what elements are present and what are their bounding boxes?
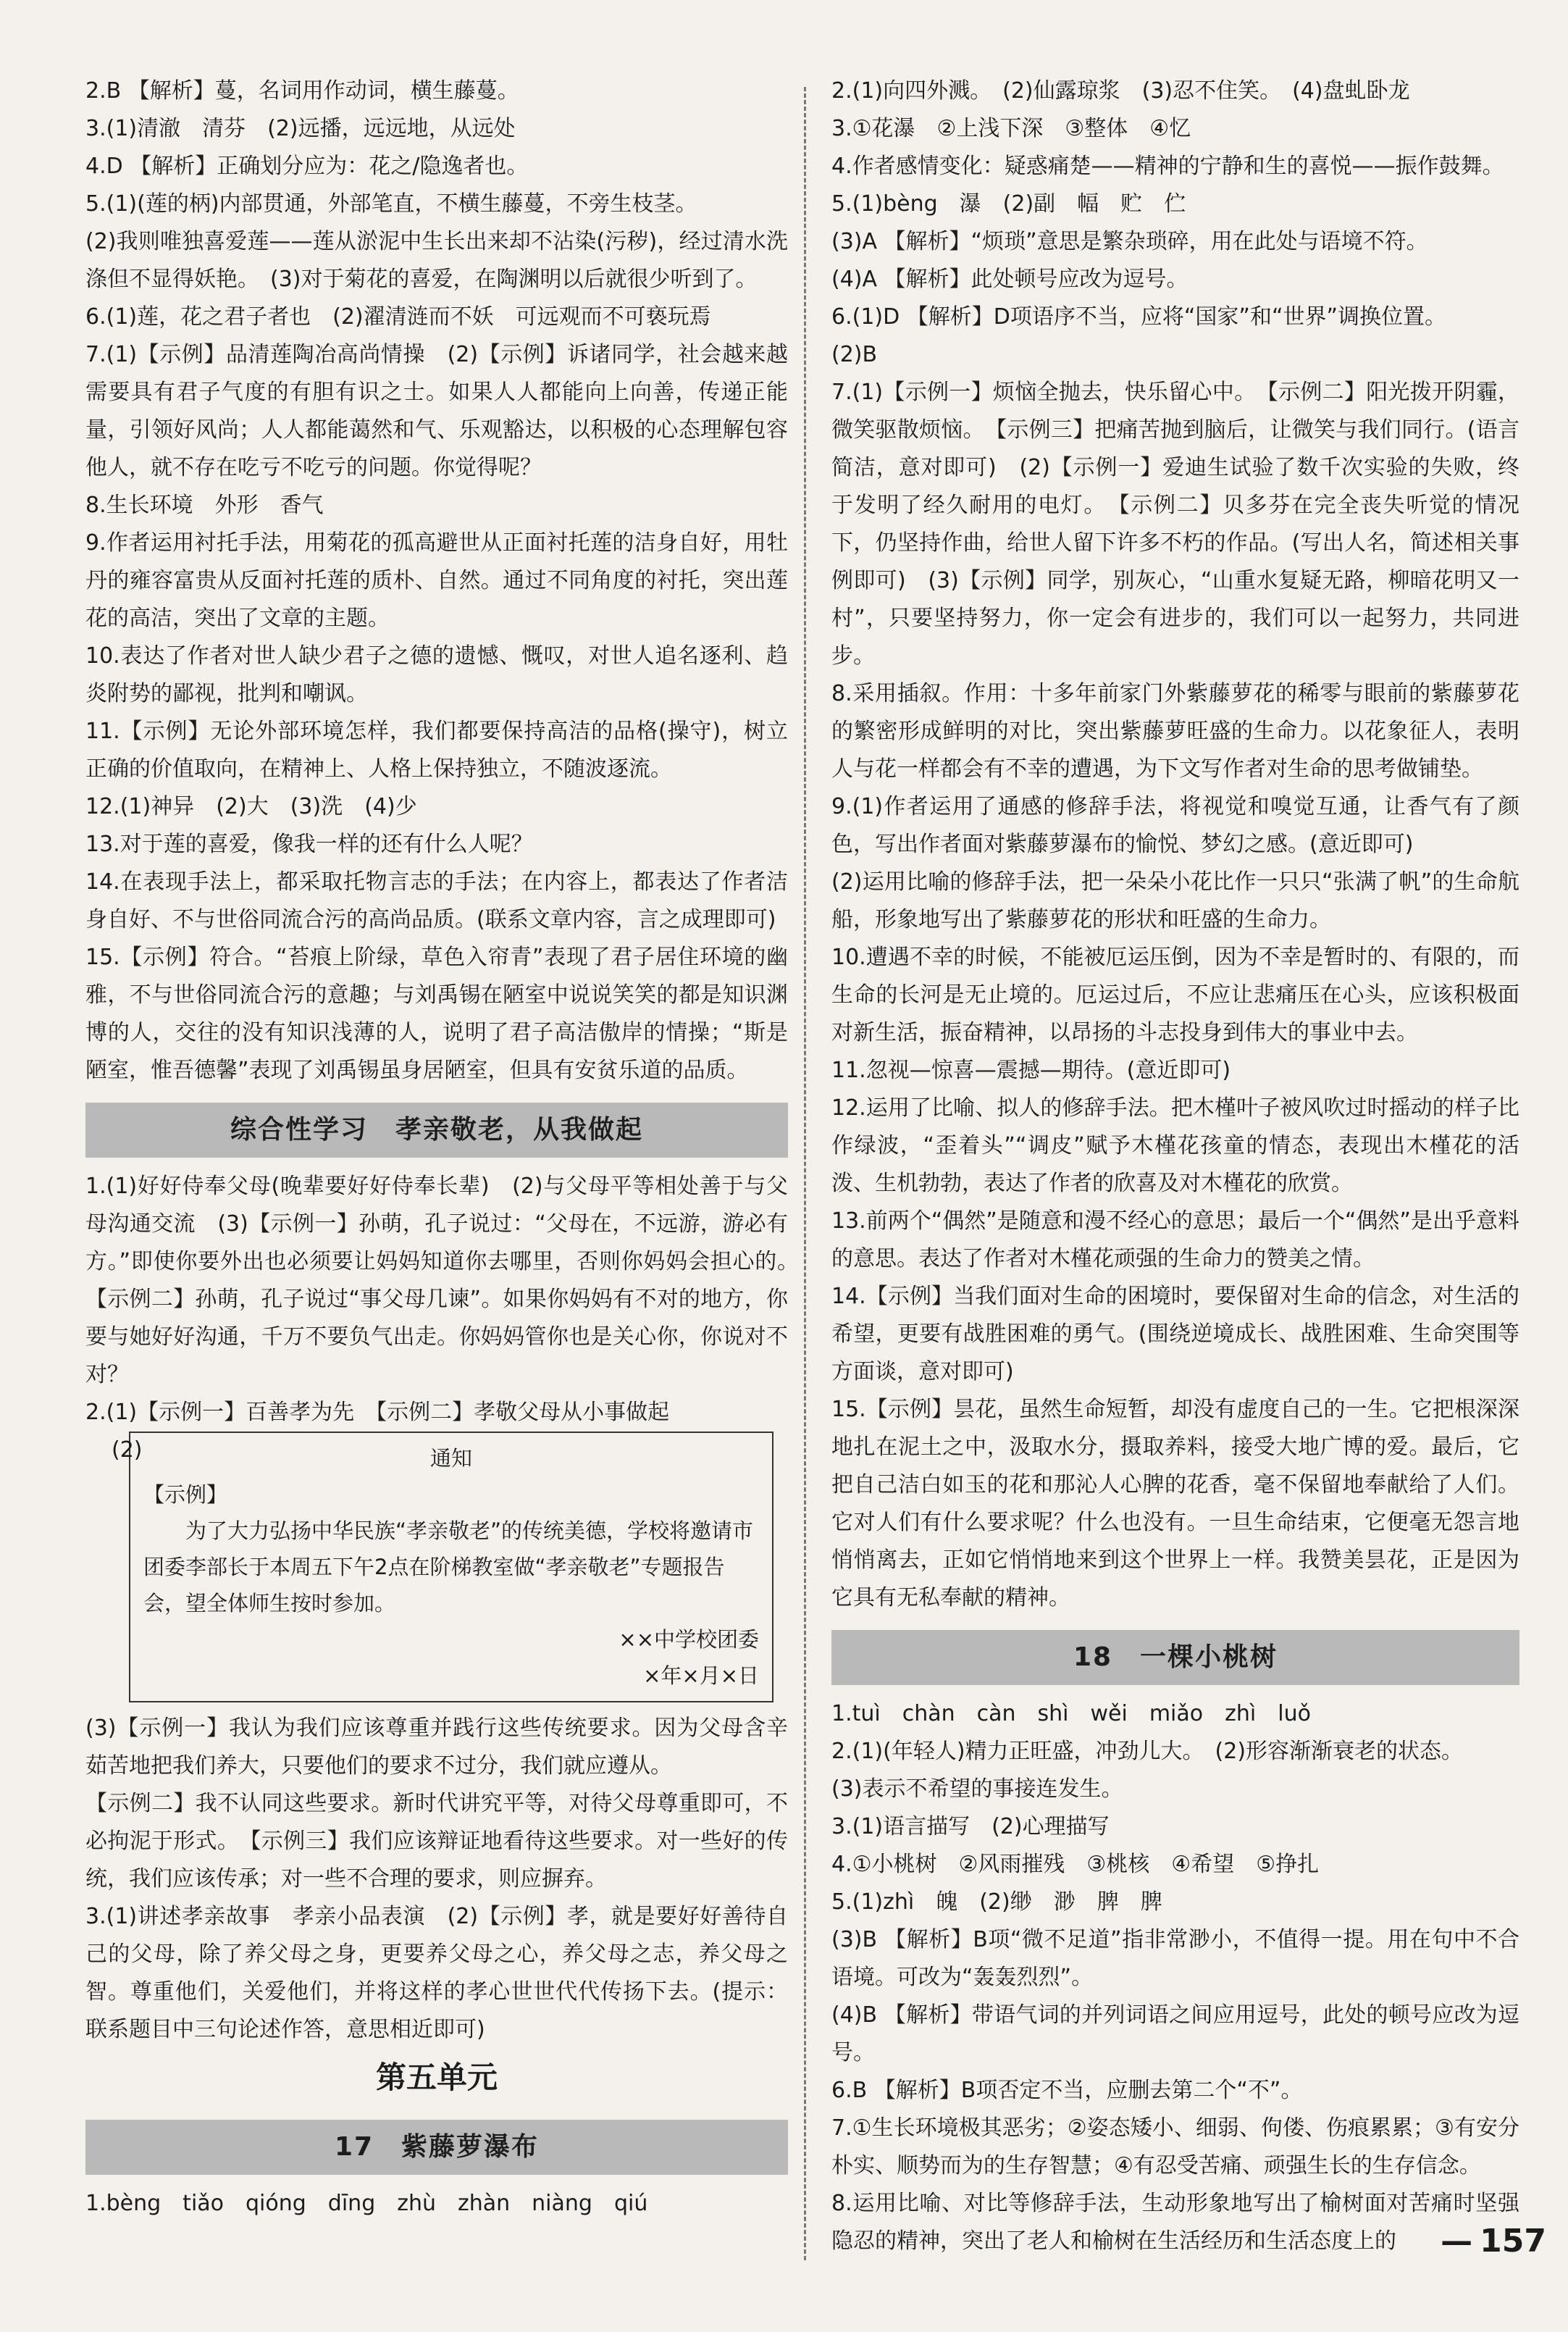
answer-item: 9.(1)作者运用了通感的修辞手法，将视觉和嗅觉互通，让香气有了颜色，写出作者面对紫藤萝瀑布的愉悦、梦幻之感。(意近即可)	[831, 794, 1519, 857]
answer-item: (4)A 【解析】此处顿号应改为逗号。	[831, 267, 1188, 292]
answer-item: 4.作者感情变化：疑惑痛楚——精神的宁静和生的喜悦——振作鼓舞。	[831, 154, 1504, 179]
answer-item: 7.(1)【示例】品清莲陶冶高尚情操 (2)【示例】诉诸同学，社会越来越需要具有君子气度的有胆有识之士。如果人人都能向上向善，传递正能量，引领好风尚；人人都能蔼然和气、乐观豁达，以积极的心态理解包容他人，就不存在吃亏不吃亏的问题。你觉得呢？	[85, 342, 788, 480]
answer-item: 6.(1)莲，花之君子者也 (2)濯清涟而不妖 可远观而不可亵玩焉	[85, 304, 711, 330]
notice-box	[129, 1432, 773, 1702]
column-divider	[804, 87, 806, 2260]
answer-item: 14.【示例】当我们面对生命的困境时，要保留对生命的信念，对生活的希望，更要有战胜困难的勇气。(围绕逆境成长、战胜困难、生命突围等方面谈，意对即可)	[831, 1284, 1520, 1384]
left-answers-part4	[85, 2185, 788, 2223]
answer-item: 10.表达了作者对世人缺少君子之德的遗憾、慨叹，对世人追名逐利、趋炎附势的鄙视，批判和嘲讽。	[85, 643, 788, 706]
left-column	[85, 72, 810, 2223]
answer-item: 【示例二】我不认同这些要求。新时代讲究平等，对待父母尊重即可，不必拘泥于形式。 【示例三】我们应该辩证地看待这些要求。对一些好的传统，我们应该传承；对一些不合理的要求，则应摒弃。	[85, 1791, 788, 1892]
answer-item: (3)【示例一】我认为我们应该尊重并践行这些传统要求。因为父母含辛茹苦地把我们养大，只要他们的要求不过分，我们就应遵从。	[85, 1715, 788, 1779]
answer-item: 5.(1)zhì 魄 (2)缈 渺 脾 脾	[831, 1889, 1162, 1915]
answer-item: 15.【示例】昙花，虽然生命短暂，却没有虚度自己的一生。它把根深深地扎在泥土之中，汲取水分，摄取养料，接受大地广博的爱。最后，它把自己洁白如玉的花和那沁人心脾的花香，毫不保留地奉献给了人们。它对人们有什么要求呢？什么也没有。一旦生命结束，它便毫无怨言地悄悄离去，正如它悄悄地来到这个世界上一样。我赞美昙花，正是因为它具有无私奉献的精神。	[831, 1397, 1519, 1610]
answer-item: 7.(1)【示例一】烦恼全抛去，快乐留心中。 【示例二】阳光拨开阴霾，微笑驱散烦恼。 【示例三】把痛苦抛到脑后，让微笑与我们同行。(语言简洁，意对即可) (2)【示例一】爱迪生试验了数千次实验的失败，终于发明了经久耐用的电灯。 【示例二】贝多芬在完全丧失听觉的情况下，仍坚持作曲，给世人留下许多不朽的作品。(写出人名，简述相关事例即可) (3)【示例】同学，别灰心，“山重水复疑无路，柳暗花明又一村”，只要坚持努力，你一定会有进步的，我们可以一起努力，共同进步。	[831, 380, 1519, 669]
answer-item: 3.(1)语言描写 (2)心理描写	[831, 1814, 1110, 1839]
answer-item: 1.bèng tiǎo qióng dīng zhù zhàn niàng qiú	[85, 2191, 648, 2216]
answer-item: 4.①小桃树 ②风雨摧残 ③桃核 ④希望 ⑤挣扎	[831, 1852, 1320, 1877]
left-answers-part3	[85, 1710, 788, 2049]
notice-signature-org: ××中学校团委	[619, 1627, 759, 1652]
answer-item: 11.【示例】无论外部环境怎样，我们都要保持高洁的品格(操守)，树立正确的价值取向，在精神上、人格上保持独立，不随波逐流。	[85, 719, 788, 782]
unit-title: 第五单元	[375, 2060, 498, 2095]
answer-item: 11.忽视—惊喜—震撼—期待。(意近即可)	[831, 1058, 1231, 1083]
answer-item: 3.(1)讲述孝亲故事 孝亲小品表演 (2)【示例】孝，就是要好好善待自己的父母，除了养父母之身，更要养父母之心，养父母之志，养父母之智。尊重他们，关爱他们，并将这样的孝心世世代代传扬下去。(提示：联系题目中三句论述作答，意思相近即可)	[85, 1904, 788, 2042]
right-answers-part1	[831, 72, 1519, 1617]
answer-item: 13.前两个“偶然”是随意和漫不经心的意思；最后一个“偶然”是出乎意料的意思。表达了作者对木槿花顽强的生命力的赞美之情。	[831, 1208, 1519, 1271]
section-header-comprehensive-learning: 综合性学习 孝亲敬老，从我做起	[85, 1103, 788, 1158]
answer-item: 3.①花瀑 ②上浅下深 ③整体 ④忆	[831, 116, 1191, 141]
right-answers-part2	[831, 1695, 1519, 2260]
answer-item: 5.(1)bèng 瀑 (2)副 幅 贮 伫	[831, 191, 1186, 217]
answer-item: 4.D 【解析】正确划分应为：花之/隐逸者也。	[85, 154, 529, 179]
answer-item: 10.遭遇不幸的时候，不能被厄运压倒，因为不幸是暂时的、有限的，而生命的长河是无止境的。厄运过后，不应让悲痛压在心头，应该积极面对新生活，振奋精神，以昂扬的斗志投身到伟大的事业中去。	[831, 945, 1519, 1045]
answer-item: (3)A 【解析】“烦琐”意思是繁杂琐碎，用在此处与语境不符。	[831, 229, 1428, 254]
left-answers-part1	[85, 72, 788, 1090]
answer-item: (3)B 【解析】B项“微不足道”指非常渺小，不值得一提。用在句中不合语境。可改为“轰轰烈烈”。	[831, 1927, 1519, 1990]
answer-item: (2)我则唯独喜爱莲——莲从淤泥中生长出来却不沾染(污秽)，经过清水洗涤但不显得妖艳。 (3)对于菊花的喜爱，在陶渊明以后就很少听到了。	[85, 229, 788, 292]
answer-item: 8.运用比喻、对比等修辞手法，生动形象地写出了榆树面对苦痛时坚强隐忍的精神，突出了老人和榆树在生活经历和生活态度上的	[831, 2191, 1519, 2254]
answer-item: 5.(1)(莲的柄)内部贯通，外部笔直，不横生藤蔓，不旁生枝茎。	[85, 191, 697, 217]
answer-item: 15.【示例】符合。“苔痕上阶绿，草色入帘青”表现了君子居住环境的幽雅，不与世俗同流合污的意趣；与刘禹锡在陋室中说说笑笑的都是知识渊博的人，交往的没有知识浅薄的人，说明了君子高洁傲岸的情操；“斯是陋室，惟吾德馨”表现了刘禹锡虽身居陋室，但具有安贫乐道的品质。	[85, 945, 788, 1083]
answer-item: 2.(1)【示例一】百善孝为先 【示例二】孝敬父母从小事做起	[85, 1400, 670, 1425]
page-number: — 157	[1441, 2223, 1546, 2260]
answer-item: 1.tuì chàn càn shì wěi miǎo zhì luǒ	[831, 1701, 1311, 1726]
answer-item: 12.(1)神异 (2)大 (3)洗 (4)少	[85, 794, 417, 819]
answer-item: (4)B 【解析】带语气词的并列词语之间应用逗号，此处的顿号应改为逗号。	[831, 2002, 1519, 2065]
section-header-lesson-18: 18 一棵小桃树	[831, 1630, 1519, 1685]
answer-item: 12.运用了比喻、拟人的修辞手法。把木槿叶子被风吹过时摇动的样子比作绿波，“歪着头”“调皮”赋予木槿花孩童的情态，表现出木槿花的活泼、生机勃勃，表达了作者的欣喜及对木槿花的欣赏。	[831, 1095, 1519, 1196]
answer-item: 13.对于莲的喜爱，像我一样的还有什么人呢？	[85, 832, 533, 857]
answer-item: (2)B	[831, 342, 878, 367]
answer-item: 2.B 【解析】蔓，名词用作动词，横生藤蔓。	[85, 78, 519, 104]
answer-item: 14.在表现手法上，都采取托物言志的手法；在内容上，都表达了作者洁身自好、不与世俗同流合污的高尚品质。(联系文章内容，言之成理即可)	[85, 869, 788, 932]
answer-item: 1.(1)好好侍奉父母(晚辈要好好侍奉长辈) (2)与父母平等相处善于与父母沟通交流 (3)【示例一】孙萌，孔子说过：“父母在，不远游，游必有方。”即使你要外出也必须要让妈妈知道你去哪里，否则你妈妈会担心的。 【示例二】孙萌，孔子说过“事父母几谏”。如果你妈妈有不对的地方，你要与她好好沟通，千万不要负气出走。你妈妈管你也是关心你，你说对不对？	[85, 1174, 810, 1387]
answer-item: (3)表示不希望的事接连发生。	[831, 1776, 1123, 1802]
answer-item: 8.生长环境 外形 香气	[85, 493, 324, 518]
answer-item: 3.(1)清澈 清芬 (2)远播，远远地，从远处	[85, 116, 516, 141]
notice-example-label: 【示例】	[143, 1482, 228, 1507]
notice-label: (2)	[112, 1437, 143, 1463]
notice-title: 通知	[429, 1446, 472, 1471]
notice-body: 为了大力弘扬中华民族“孝亲敬老”的传统美德，学校将邀请市团委李部长于本周五下午2点在阶梯教室做“孝亲敬老”专题报告会，望全体师生按时参加。	[143, 1518, 754, 1616]
answer-item: 8.采用插叙。作用：十多年前家门外紫藤萝花的稀零与眼前的紫藤萝花的繁密形成鲜明的对比，突出紫藤萝旺盛的生命力。以花象征人，表明人与花一样都会有不幸的遭遇，为下文写作者对生命的思考做铺垫。	[831, 681, 1519, 782]
section-header-lesson-17: 17 紫藤萝瀑布	[85, 2120, 788, 2175]
notice-signature-date: ×年×月×日	[643, 1663, 759, 1688]
answer-item: 7.①生长环境极其恶劣；②姿态矮小、细弱、佝偻、伤痕累累；③有安分朴实、顺势而为的生存智慧；④有忍受苦痛、顽强生长的生存信念。	[831, 2115, 1519, 2178]
answer-item: (2)运用比喻的修辞手法，把一朵朵小花比作一只只“张满了帆”的生命航船，形象地写出了紫藤萝花的形状和旺盛的生命力。	[831, 869, 1519, 932]
right-column	[831, 72, 1519, 2260]
answer-item: 9.作者运用衬托手法，用菊花的孤高避世从正面衬托莲的洁身自好，用牡丹的雍容富贵从反面衬托莲的质朴、自然。通过不同角度的衬托，突出莲花的高洁，突出了文章的主题。	[85, 530, 788, 631]
answer-item: 6.B 【解析】B项否定不当，应删去第二个“不”。	[831, 2078, 1303, 2103]
answer-item: 6.(1)D 【解析】D项语序不当，应将“国家”和“世界”调换位置。	[831, 304, 1447, 330]
left-answers-part2	[85, 1168, 810, 1432]
answer-item: 2.(1)向四外溅。 (2)仙露琼浆 (3)忍不住笑。 (4)盘虬卧龙	[831, 78, 1410, 104]
answer-item: 2.(1)(年轻人)精力正旺盛，冲劲儿大。 (2)形容渐渐衰老的状态。	[831, 1739, 1464, 1764]
